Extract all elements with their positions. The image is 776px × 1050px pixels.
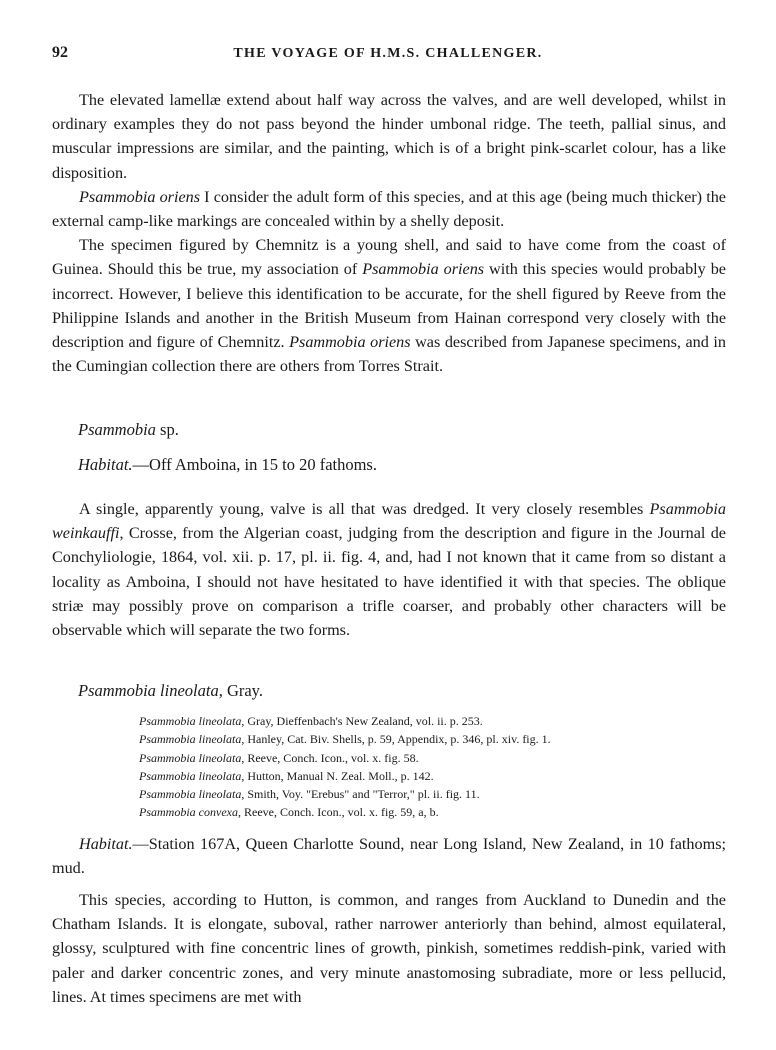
taxon-name: Psammobia weinkauffi (52, 500, 726, 543)
habitat-amboina: Habitat.—Off Amboina, in 15 to 20 fathoms. (78, 455, 377, 474)
paragraph-chemnitz: The specimen figured by Chemnitz is a young shell, and said to have come from the coast of Guinea. Should this be true, my association of Psammobia oriens with this species would probably be incorrect. However, I believe this identification to be accurate, for the shell figured by Reeve from the Philippine Islands and another in the British Museum from Hainan correspond very closely with the description and figure of Chemnitz. Psammobia oriens was described from Japanese specimens, and in the Cumingian collection there are others from Torres Strait. (52, 236, 726, 376)
running-title: THE VOYAGE OF H.M.S. CHALLENGER. (233, 46, 543, 61)
paragraph-weinkauffi: A single, apparently young, valve is all that was dredged. It very closely resembles Psammobia weinkauffi, Crosse, from the Algerian coast, judging from the description and figure in the Journal de Conchyliologie, 1864, vol. xii. p. 17, pl. ii. fig. 4, and, had I not known that it came from so distant a locality as Amboina, I should not have hesitated to have identified it with that species. The oblique striæ may possibly prove on comparison a trifle coarser, and probably other characters will be observable which will separate the two forms. (52, 500, 726, 640)
synonym-entry: Psammobia lineolata, Hutton, Manual N. Zeal. Moll., p. 142. (139, 768, 434, 783)
species-heading-lineolata: Psammobia lineolata, Gray. (78, 681, 263, 700)
description-psammobia-sp (52, 497, 726, 642)
synonym-entry: Psammobia lineolata, Reeve, Conch. Icon., vol. x. fig. 58. (139, 750, 419, 765)
paragraph-oriens-adult: Psammobia oriens I consider the adult form of this species, and at this age (being much thicker) the external camp-like markings are concealed within by a shelly deposit. (52, 187, 726, 231)
synonym-entry: Psammobia convexa, Reeve, Conch. Icon., vol. x. fig. 59, a, b. (139, 805, 439, 820)
synonym-entry: Psammobia lineolata, Gray, Dieffenbach's New Zealand, vol. ii. p. 253. (139, 714, 483, 728)
species-heading-psammobia-sp: Psammobia sp. (78, 420, 179, 439)
taxon-name: Psammobia oriens (79, 187, 201, 206)
habitat-queen-charlotte: Habitat.—Station 167A, Queen Charlotte Sound, near Long Island, New Zealand, in 10 fathoms; mud. (52, 835, 726, 878)
synonymy-list (139, 712, 551, 822)
synonym-entry: Psammobia lineolata, Hanley, Cat. Biv. Shells, p. 59, Appendix, p. 346, pl. xiv. fig. 1. (139, 732, 551, 747)
taxon-name: Psammobia oriens (289, 333, 411, 352)
taxon-name: Psammobia oriens (362, 260, 485, 279)
paragraph-hutton: This species, according to Hutton, is common, and ranges from Auckland to Dunedin and the Chatham Islands. It is elongate, suboval, rather narrower anteriorly than behind, almost equilateral, glossy, sculptured with fine concentric lines of growth, pinkish, sometimes reddish-pink, varied with paler and darker concentric zones, and very minute anastomosing subradiate, more or less pellucid, lines. At times specimens are met with (52, 891, 726, 1006)
synonym-entry: Psammobia lineolata, Smith, Voy. "Erebus" and "Terror," pl. ii. fig. 11. (139, 787, 480, 802)
description-lineolata (52, 888, 726, 1009)
continuation-text (52, 88, 726, 378)
paragraph-lamellae: The elevated lamellæ extend about half way across the valves, and are well developed, whilst in ordinary examples they do not pass beyond the hinder umbonal ridge. The teeth, pallial sinus, and muscular impressions are similar, and the painting, which is of a bright pink-scarlet colour, has a like disposition. (52, 91, 726, 182)
page-number: 92 (52, 44, 68, 61)
